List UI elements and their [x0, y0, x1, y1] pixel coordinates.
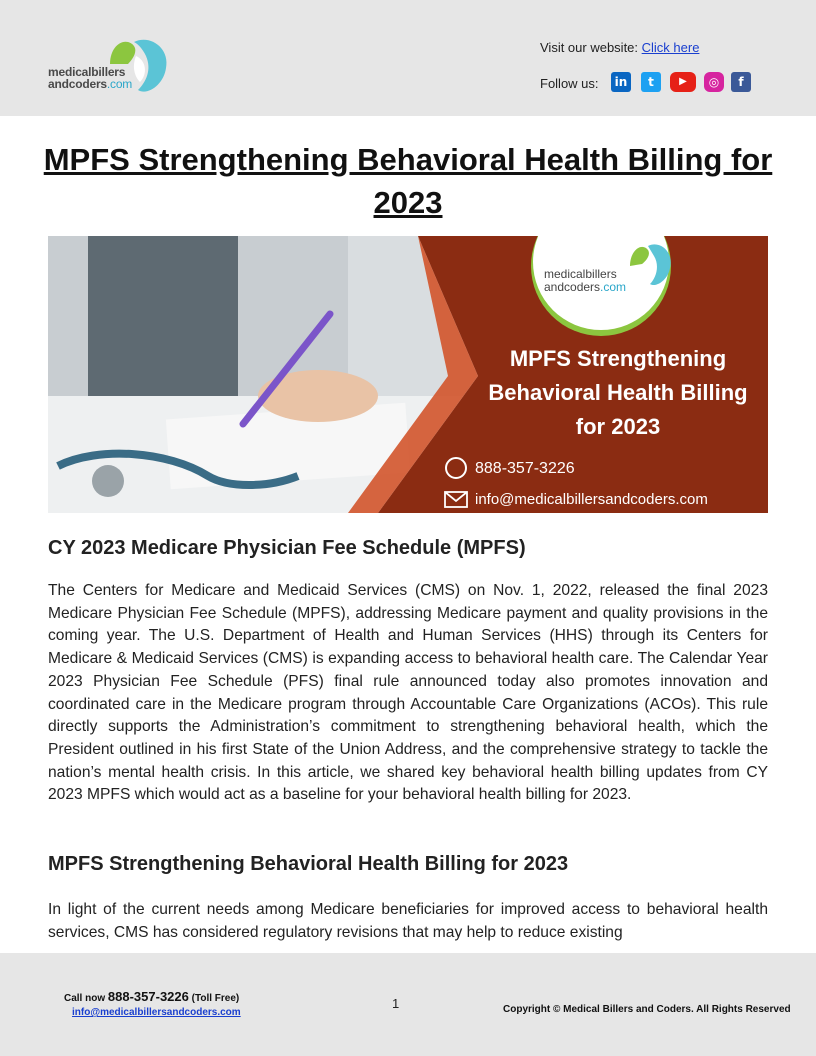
banner-logo-com: .com	[600, 280, 627, 294]
banner-email: info@medicalbillersandcoders.com	[475, 491, 708, 508]
logo-line-1: medicalbillers	[48, 65, 126, 79]
instagram-icon[interactable]: ◎	[704, 72, 724, 92]
footer-call-prefix: Call now	[64, 993, 108, 1004]
section-body-mpfs: The Centers for Medicare and Medicaid Services (CMS) on Nov. 1, 2022, released the final 2023 Medicare Physician Fee Schedule (MPFS), addressing Medicare payment and quality provisions in the coming year. The U.S. Department of Health and Human Services (HHS) through its Centers for Medicare & Medicaid Services (CMS) is expanding access to behavioral health care. The Calendar Year 2023 Physician Fee Schedule (PFS) final rule announced today also promotes innovation and coordinated care in the Medicare program through Accountable Care Organizations (ACOs). This rule directly supports the Administration’s commitment to strengthening behavioral health, which the President outlined in his first State of the Union Address, and the comprehensive strategy to tackle the nation’s mental health crisis. In this article, we shared key behavioral health billing updates from CY 2023 MPFS which would act as a baseline for your behavioral health billing for 2023.	[48, 582, 768, 804]
page-title: MPFS Strengthening Behavioral Health Billing for 2023	[43, 142, 773, 220]
footer-copyright: Copyright © Medical Billers and Coders. All Rights Reserved	[503, 1004, 791, 1015]
stethoscope-chest	[92, 465, 124, 497]
banner-logo-line-1: medicalbillers	[544, 267, 617, 281]
follow-us-label: Follow us:	[540, 76, 599, 91]
footer-call	[64, 989, 239, 1004]
banner-phone: 888-357-3226	[475, 460, 575, 477]
hero-banner	[48, 236, 768, 513]
facebook-icon[interactable]: f	[731, 72, 751, 92]
visit-website	[540, 40, 699, 55]
logo-line-2: andcoders	[48, 77, 107, 91]
footer-toll-free: (Toll Free)	[188, 993, 240, 1004]
banner-logo-line-2: andcoders	[544, 280, 601, 294]
page-number: 1	[392, 996, 400, 1011]
banner-headline: MPFS Strengthening Behavioral Health Billing for 2023	[488, 346, 748, 439]
logo-com: .com	[106, 77, 133, 91]
section-heading-behavioral: MPFS Strengthening Behavioral Health Billing for 2023	[48, 853, 569, 875]
logo-wordmark	[48, 66, 132, 90]
section-heading-mpfs: CY 2023 Medicare Physician Fee Schedule (MPFS)	[48, 537, 526, 559]
twitter-icon[interactable]: t	[641, 72, 661, 92]
linkedin-icon[interactable]: in	[611, 72, 631, 92]
shirt	[88, 236, 238, 406]
visit-label: Visit our website:	[540, 40, 642, 55]
section-body-behavioral: In light of the current needs among Medicare beneficiaries for improved access to behavioral health services, CMS has considered regulatory revisions that may help to reduce existing	[48, 901, 768, 941]
banner-logo-wordmark	[544, 268, 626, 294]
footer-phone[interactable]: 888-357-3226	[107, 989, 189, 1004]
logo-leaf-green	[110, 42, 135, 64]
website-link[interactable]: Click here	[641, 40, 700, 55]
footer-email-link[interactable]: info@medicalbillersandcoders.com	[72, 1007, 241, 1018]
logo-leaf-inner	[134, 56, 145, 82]
youtube-icon[interactable]: ▶	[670, 72, 696, 92]
